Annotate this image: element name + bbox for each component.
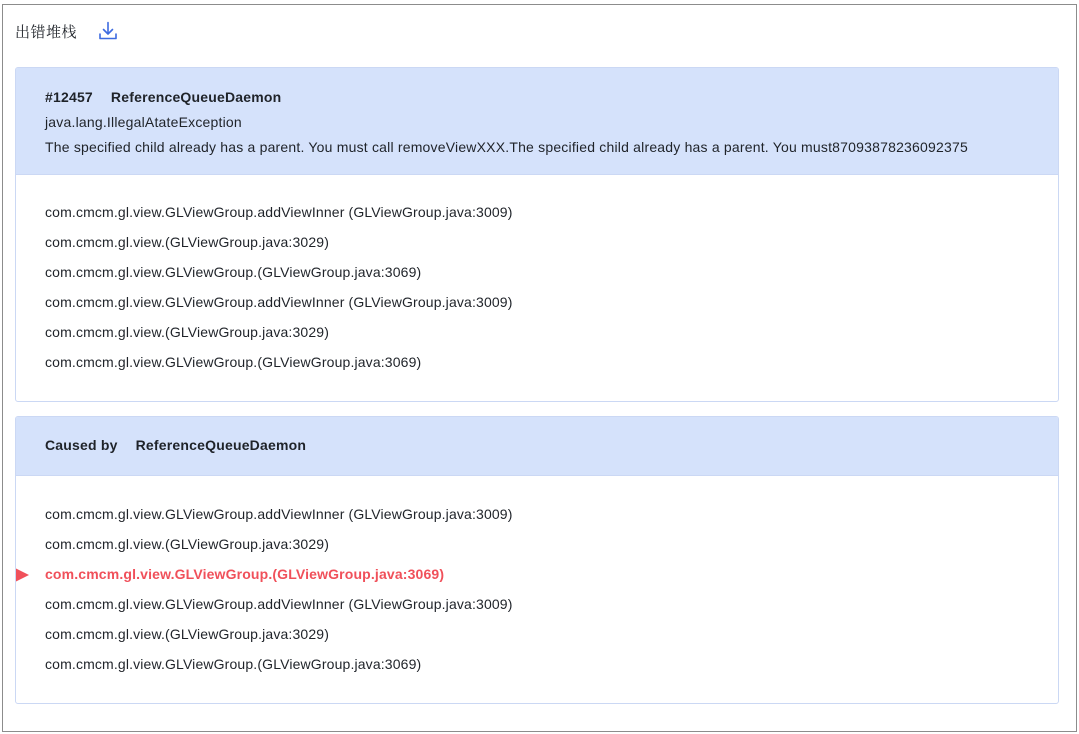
cause-header [16,417,1058,476]
exception-header [16,68,1058,175]
cause-frames [16,476,1058,685]
stack-frame: com.cmcm.gl.view.GLViewGroup.(GLViewGroup.java:3069) [45,354,422,370]
stack-frame: com.cmcm.gl.view.GLViewGroup.addViewInner (GLViewGroup.java:3009) [45,294,513,310]
download-icon [98,21,118,41]
stack-frame: com.cmcm.gl.view.GLViewGroup.(GLViewGroup.java:3069) [45,264,422,280]
download-button[interactable] [97,20,119,42]
top-bar [15,19,119,43]
stack-frame: com.cmcm.gl.view.GLViewGroup.addViewInner (GLViewGroup.java:3009) [45,506,513,522]
stack-frame: com.cmcm.gl.view.(GLViewGroup.java:3029) [45,536,330,552]
cause-card [15,416,1059,704]
thread-id: #12457 [45,89,93,105]
stack-trace-panel [2,4,1077,732]
cause-thread-name: ReferenceQueueDaemon [135,437,307,453]
play-arrow-icon [15,568,29,582]
stack-frame: com.cmcm.gl.view.(GLViewGroup.java:3029) [45,626,330,642]
stack-frame: com.cmcm.gl.view.GLViewGroup.addViewInner (GLViewGroup.java:3009) [45,204,513,220]
highlighted-frame-text: com.cmcm.gl.view.GLViewGroup.(GLViewGroup.java:3069) [45,566,445,582]
thread-name: ReferenceQueueDaemon [110,89,282,105]
cause-line [45,437,1058,462]
exception-type: java.lang.IllegalAtateException [45,114,242,130]
page-title: 出错堆栈 [15,22,78,41]
exception-card [15,67,1059,402]
caused-by-label: Caused by [45,437,118,453]
stack-frame: com.cmcm.gl.view.GLViewGroup.addViewInner (GLViewGroup.java:3009) [45,596,513,612]
thread-line [45,89,1058,114]
exception-message: The specified child already has a parent. You must call removeViewXXX.The specified child already has a parent. You must87093878236092375 [45,139,968,155]
stack-frame: com.cmcm.gl.view.GLViewGroup.(GLViewGroup.java:3069) [45,656,422,672]
stack-frame: com.cmcm.gl.view.(GLViewGroup.java:3029) [45,324,330,340]
stack-frame: com.cmcm.gl.view.(GLViewGroup.java:3029) [45,234,330,250]
highlighted-stack-frame [45,565,1058,595]
exception-frames [16,175,1058,383]
